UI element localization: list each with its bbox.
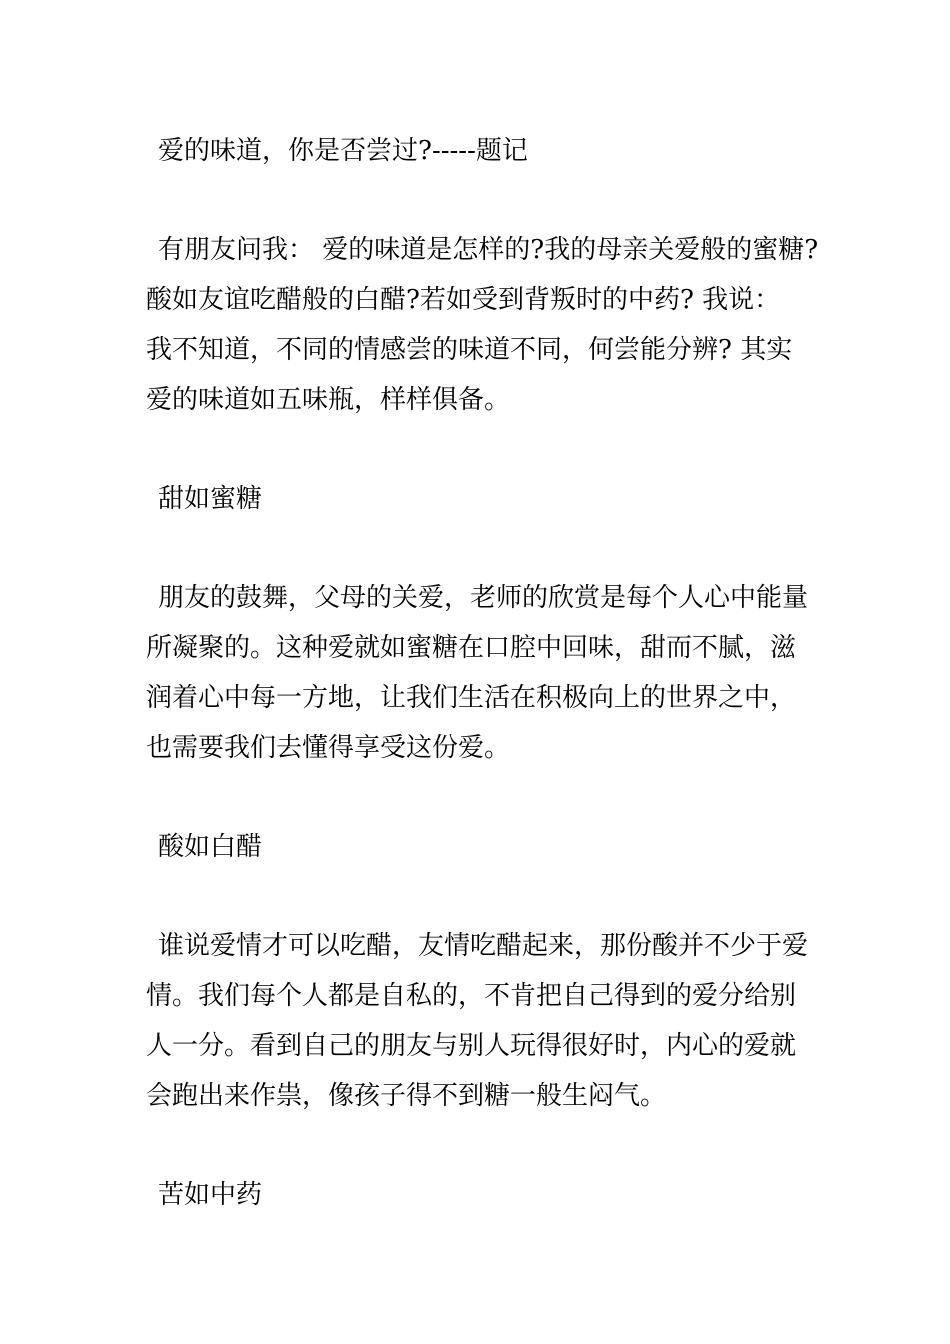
- section-heading-sour-text: 酸如白醋: [158, 832, 263, 862]
- section-heading-sweet: [146, 474, 816, 524]
- sour-paragraph: [146, 921, 816, 1121]
- section-heading-sour: [146, 822, 816, 872]
- sweet-line-4: 也需要我们去懂得享受这份爱。: [146, 733, 511, 763]
- section-heading-sweet-text: 甜如蜜糖: [158, 484, 263, 514]
- intro-line-3: 我不知道，不同的情感尝的味道不同，何尝能分辨? 其实: [146, 335, 793, 365]
- sweet-paragraph: [146, 573, 816, 773]
- sour-line-2: 情。我们每个人都是自私的，不肯把自己得到的爱分给别: [146, 981, 797, 1011]
- epigraph-text: 爱的味道，你是否尝过?-----题记: [158, 136, 528, 166]
- sour-line-4: 会跑出来作祟，像孩子得不到糖一般生闷气。: [146, 1081, 667, 1111]
- section-heading-bitter-text: 苦如中药: [158, 1180, 263, 1210]
- sweet-line-2: 所凝聚的。这种爱就如蜜糖在口腔中回味，甜而不腻，滋: [146, 633, 797, 663]
- section-heading-bitter: [146, 1170, 816, 1220]
- intro-paragraph: [146, 225, 819, 425]
- intro-line-2: 酸如友谊吃醋般的白醋?若如受到背叛时的中药? 我说：: [146, 285, 781, 315]
- epigraph: [146, 126, 816, 176]
- intro-line-4: 爱的味道如五味瓶，样样俱备。: [146, 385, 511, 415]
- sweet-line-1: 朋友的鼓舞，父母的关爱，老师的欣赏是每个人心中能量: [158, 583, 809, 613]
- intro-line-1: 有朋友问我： 爱的味道是怎样的?我的母亲关爱般的蜜糖?: [158, 235, 819, 265]
- sour-line-3: 人一分。看到自己的朋友与别人玩得很好时，内心的爱就: [146, 1031, 797, 1061]
- document-page: [146, 126, 819, 1220]
- sweet-line-3: 润着心中每一方地，让我们生活在积极向上的世界之中，: [146, 683, 797, 713]
- sour-line-1: 谁说爱情才可以吃醋，友情吃醋起来，那份酸并不少于爱: [158, 931, 809, 961]
